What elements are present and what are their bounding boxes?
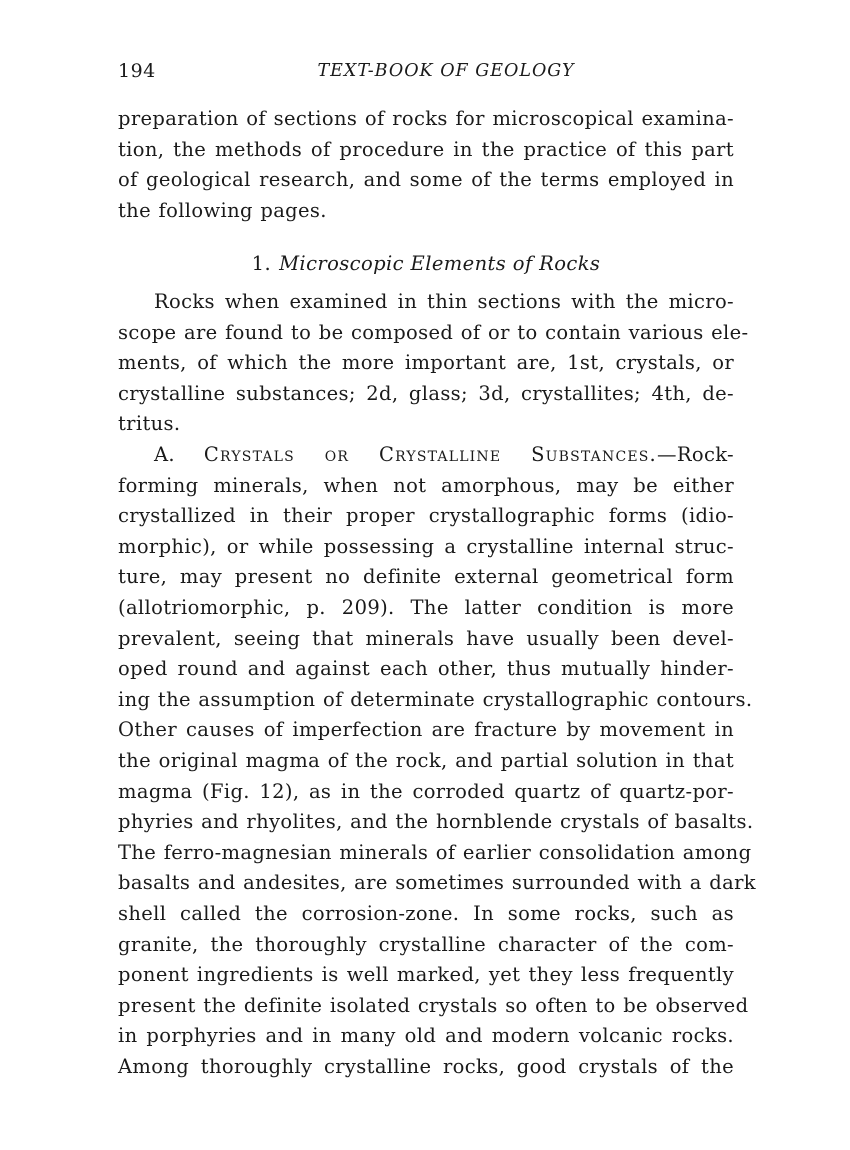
section-number: 1. — [251, 252, 272, 275]
paragraph-microscopic-elements — [118, 287, 749, 440]
text-line: Rocks when examined in thin sections with the micro- — [154, 290, 734, 313]
text-line: tritus. — [118, 412, 181, 436]
running-title: TEXT-BOOK OF GEOLOGY — [317, 61, 575, 81]
text-line: granite, the thoroughly crystalline character of the com- — [118, 932, 734, 956]
page-number: 194 — [118, 60, 156, 82]
text-line: ture, may present no definite external geometrical form — [118, 565, 734, 589]
text-line: the following pages. — [118, 198, 327, 222]
paragraph-crystals — [118, 440, 756, 1082]
text-line: the original magma of the rock, and partial solution in that — [118, 748, 734, 772]
text-line: phyries and rhyolites, and the hornblende crystals of basalts. — [118, 810, 754, 834]
text-line: shell called the corrosion-zone. In some rocks, such as — [118, 901, 734, 925]
text-line: morphic), or while possessing a crystalline internal struc- — [118, 534, 734, 558]
text-line: prevalent, seeing that minerals have usually been devel- — [118, 626, 734, 650]
text-line: tion, the methods of procedure in the practice of this part — [118, 137, 734, 161]
text-line: ponent ingredients is well marked, yet they less frequently — [118, 963, 734, 987]
text-line: Other causes of imperfection are fracture by movement in — [118, 718, 734, 742]
paragraph-lead-heading: Crystals or Crystalline Substances. — [203, 443, 657, 466]
text-line: (allotriomorphic, p. 209). The latter condition is more — [118, 595, 734, 619]
text-line: Among thoroughly crystalline rocks, good crystals of the — [118, 1054, 734, 1078]
text-line: oped round and against each other, thus mutually hinder- — [118, 657, 734, 681]
text-line: of geological research, and some of the terms employed in — [118, 168, 734, 192]
text-line: crystalline substances; 2d, glass; 3d, crystallites; 4th, de- — [118, 381, 734, 405]
text-line: scope are found to be composed of or to contain various ele- — [118, 320, 749, 344]
text-line: magma (Fig. 12), as in the corroded quartz of quartz-por- — [118, 779, 734, 803]
text-line: in porphyries and in many old and modern volcanic rocks. — [118, 1024, 734, 1048]
paragraph-lead-line — [118, 440, 734, 471]
text-line: ments, of which the more important are, 1st, crystals, or — [118, 351, 734, 375]
text-line: preparation of sections of rocks for microscopical examina- — [118, 107, 734, 130]
text-line: The ferro-magnesian minerals of earlier consolidation among — [118, 840, 752, 864]
running-head — [118, 60, 734, 88]
text-line: present the definite isolated crystals so often to be observed — [118, 993, 749, 1017]
opening-paragraph — [118, 104, 734, 226]
paragraph-lead-rest: —Rock- — [656, 443, 734, 466]
text-line: ing the assumption of determinate crystallographic contours. — [118, 687, 753, 711]
paragraph-label: A. — [154, 443, 175, 466]
section-heading — [118, 252, 734, 275]
text-line: basalts and andesites, are sometimes surrounded with a dark — [118, 871, 756, 895]
section-title: Microscopic Elements of Rocks — [279, 252, 601, 275]
text-line: crystallized in their proper crystallographic forms (idio- — [118, 504, 734, 528]
text-line: forming minerals, when not amorphous, may be either — [118, 473, 734, 497]
